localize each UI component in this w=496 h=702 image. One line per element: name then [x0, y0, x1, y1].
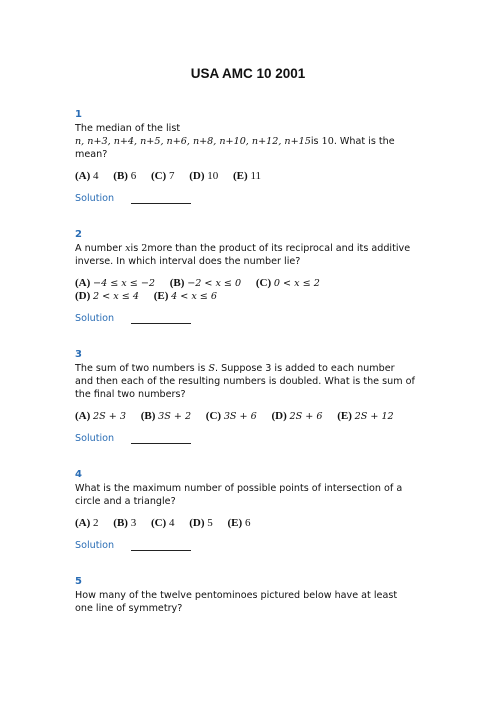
answer-blank — [131, 323, 191, 324]
problem-text — [75, 362, 425, 401]
choice-b: (B) −2 < x ≤ 0 — [169, 277, 242, 289]
math-variable: x — [125, 243, 131, 254]
problem-text-fragment: is — [130, 243, 139, 254]
choice-c: (C) 4 — [150, 517, 175, 529]
answer-choices — [75, 170, 425, 183]
choice-a: (A) −4 ≤ x ≤ −2 — [75, 277, 156, 289]
problem-text-fragment: The sum of two numbers is — [75, 363, 206, 374]
solution-row — [75, 312, 425, 326]
problem-number: 5 — [75, 576, 82, 587]
solution-row — [75, 539, 425, 553]
problem-2 — [75, 228, 425, 326]
answer-blank — [131, 443, 191, 444]
math-list: n, n+3, n+4, n+5, n+6, n+8, n+10, n+12, n+15 — [75, 136, 311, 147]
choice-e: (E) 6 — [227, 517, 251, 529]
solution-row — [75, 432, 425, 446]
choice-a: (A) 2 — [75, 517, 99, 529]
choice-e: (E) 11 — [233, 170, 262, 182]
problem-text — [75, 122, 425, 161]
problem-text-line: How many of the twelve pentominoes pictured below have at least — [75, 590, 398, 601]
choice-e: (E) 2S + 12 — [337, 410, 394, 422]
solution-link[interactable]: Solution — [75, 313, 115, 324]
answer-choices — [75, 277, 425, 303]
problem-text — [75, 242, 425, 268]
problem-number: 2 — [75, 229, 82, 240]
problem-number: 1 — [75, 109, 82, 120]
problem-text — [75, 482, 425, 508]
problem-text-fragment: A number — [75, 243, 123, 254]
problem-3 — [75, 348, 425, 446]
problem-text-line: What is the maximum number of possible points of intersection of a — [75, 483, 403, 494]
choice-c: (C) 7 — [150, 170, 175, 182]
choice-c: (C) 3S + 6 — [205, 410, 257, 422]
math-value: 10 — [321, 136, 334, 147]
problem-text-line: one line of symmetry? — [75, 603, 183, 614]
choice-c: (C) 0 < x ≤ 2 — [255, 277, 320, 289]
problem-4 — [75, 468, 425, 553]
choice-a: (A) 2S + 3 — [75, 410, 126, 422]
solution-link[interactable]: Solution — [75, 193, 115, 204]
problem-text-fragment: . Suppose 3 is added to each number — [215, 363, 395, 374]
answer-choices — [75, 410, 425, 423]
answer-blank — [131, 203, 191, 204]
problem-5 — [75, 575, 425, 615]
choice-d: (D) 2 < x ≤ 4 — [75, 290, 139, 302]
problem-text-fragment: more than the product of its reciprocal and its additive — [147, 243, 411, 254]
answer-choices — [75, 517, 425, 530]
math-variable: S — [208, 363, 215, 374]
solution-link[interactable]: Solution — [75, 540, 115, 551]
problem-number: 3 — [75, 349, 82, 360]
choice-b: (B) 3S + 2 — [140, 410, 192, 422]
choice-e: (E) 4 < x ≤ 6 — [153, 290, 218, 302]
solution-link[interactable]: Solution — [75, 433, 115, 444]
problem-text-line: mean? — [75, 149, 108, 160]
answer-blank — [131, 550, 191, 551]
problem-text-line: and then each of the resulting numbers is doubled. What is the sum of — [75, 376, 415, 387]
problem-text-line: circle and a triangle? — [75, 496, 176, 507]
problem-text-fragment: . What is the — [333, 136, 395, 147]
problem-text-line: The median of the list — [75, 123, 181, 134]
choice-b: (B) 6 — [113, 170, 137, 182]
problem-1 — [75, 108, 425, 206]
choice-b: (B) 3 — [113, 517, 137, 529]
choice-d: (D) 5 — [189, 517, 213, 529]
solution-row — [75, 192, 425, 206]
problem-text-line: the final two numbers? — [75, 389, 186, 400]
math-value: 2 — [141, 243, 148, 254]
problem-text-fragment: is — [310, 136, 319, 147]
choice-d: (D) 2S + 6 — [271, 410, 323, 422]
page-title: USA AMC 10 2001 — [190, 66, 306, 81]
problem-number: 4 — [75, 469, 82, 480]
choice-d: (D) 10 — [189, 170, 219, 182]
problem-text-line: inverse. In which interval does the number lie? — [75, 256, 301, 267]
problem-text — [75, 589, 425, 615]
choice-a: (A) 4 — [75, 170, 99, 182]
